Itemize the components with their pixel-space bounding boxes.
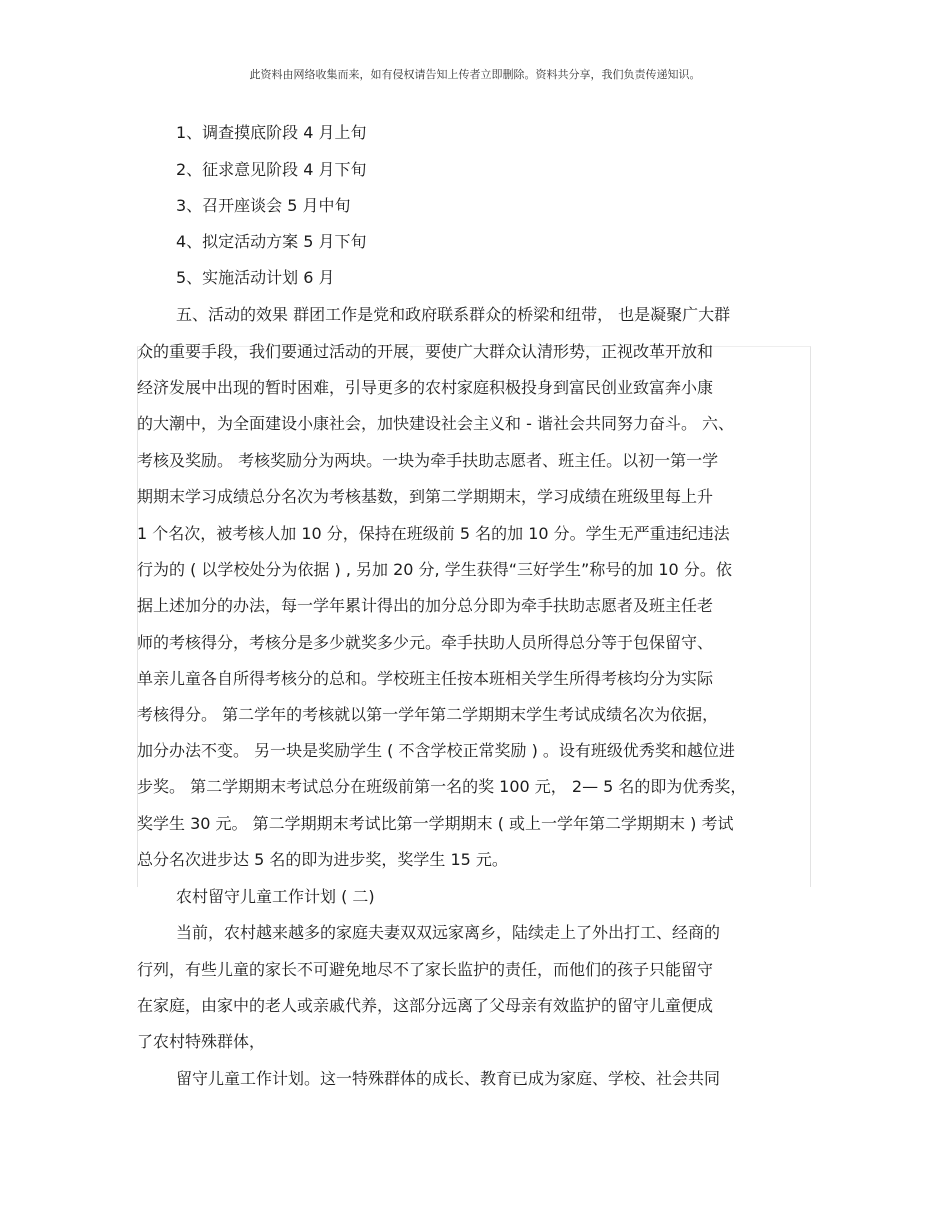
page-header-notice: 此资料由网络收集而来，如有侵权请告知上传者立即删除。资料共分享，我们负责传递知识。 [249, 68, 701, 81]
paragraph-line: 当前，农村越来越多的家庭夫妻双双远家离乡，陆续走上了外出打工、经商的 [176, 923, 721, 942]
paragraph-line: 的大潮中，为全面建设小康社会，加快建设社会主义和 - 谐社会共同努力奋斗。 六、 [137, 414, 735, 433]
paragraph-line: 考核及奖励。 考核奖励分为两块。一块为牵手扶助志愿者、班主任。以初一第一学 [137, 451, 719, 470]
schedule-item: 1、调查摸底阶段 4 月上旬 [176, 123, 367, 142]
schedule-item: 2、征求意见阶段 4 月下旬 [176, 160, 367, 179]
paragraph-line: 据上述加分的办法，每一学年累计得出的加分总分即为牵手扶助志愿者及班主任老 [137, 596, 714, 615]
paragraph-line: 了农村特殊群体， [137, 1032, 266, 1051]
paragraph-line: 总分名次进步达 5 名的即为进步奖，奖学生 15 元。 [137, 850, 508, 869]
paragraph-line: 在家庭，由家中的老人或亲戚代养，这部分远离了父母亲有效监护的留守儿童便成 [137, 996, 714, 1015]
paragraph-line: 师的考核得分，考核分是多少就奖多少元。牵手扶助人员所得总分等于包保留守、 [137, 633, 714, 652]
section-title: 农村留守儿童工作计划 ( 二) [176, 887, 375, 906]
paragraph-line: 加分办法不变。 另一块是奖励学生 ( 不含学校正常奖励 ) 。设有班级优秀奖和越位进 [137, 741, 735, 760]
paragraph-line: 五、活动的效果 群团工作是党和政府联系群众的桥梁和纽带， 也是凝聚广大群 [176, 305, 731, 324]
paragraph-line: 步奖。 第二学期期末考试总分在班级前第一名的奖 100 元， 2— 5 名的即为优秀奖， [137, 777, 747, 796]
paragraph-line: 考核得分。 第二学年的考核就以第一学年第二学期期末学生考试成绩名次为依据， [137, 705, 719, 724]
paragraph-line: 经济发展中出现的暂时困难，引导更多的农村家庭积极投身到富民创业致富奔小康 [137, 378, 714, 397]
paragraph-line: 留守儿童工作计划。这一特殊群体的成长、教育已成为家庭、学校、社会共同 [176, 1069, 721, 1088]
schedule-item: 4、拟定活动方案 5 月下旬 [176, 232, 367, 251]
paragraph-line: 1 个名次，被考核人加 10 分，保持在班级前 5 名的加 10 分。学生无严重违纪违法 [137, 524, 730, 543]
paragraph-line: 期期末学习成绩总分名次为考核基数，到第二学期期末，学习成绩在班级里每上升 [137, 487, 714, 506]
schedule-item: 5、实施活动计划 6 月 [176, 268, 335, 287]
schedule-item: 3、召开座谈会 5 月中旬 [176, 196, 351, 215]
paragraph-line: 单亲儿童各自所得考核分的总和。学校班主任按本班相关学生所得考核均分为实际 [137, 669, 714, 688]
paragraph-line: 行列，有些儿童的家长不可避免地尽不了家长监护的责任，而他们的孩子只能留守 [137, 960, 714, 979]
paragraph-line: 众的重要手段，我们要通过活动的开展，要使广大群众认清形势，正视改革开放和 [137, 342, 714, 361]
paragraph-line: 行为的 ( 以学校处分为依据 ) , 另加 20 分, 学生获得“三好学生”称号的加 10 分。依 [137, 560, 732, 579]
paragraph-line: 奖学生 30 元。 第二学期期末考试比第一学期期末 ( 或上一学年第二学期期末 ) 考试 [137, 814, 734, 833]
